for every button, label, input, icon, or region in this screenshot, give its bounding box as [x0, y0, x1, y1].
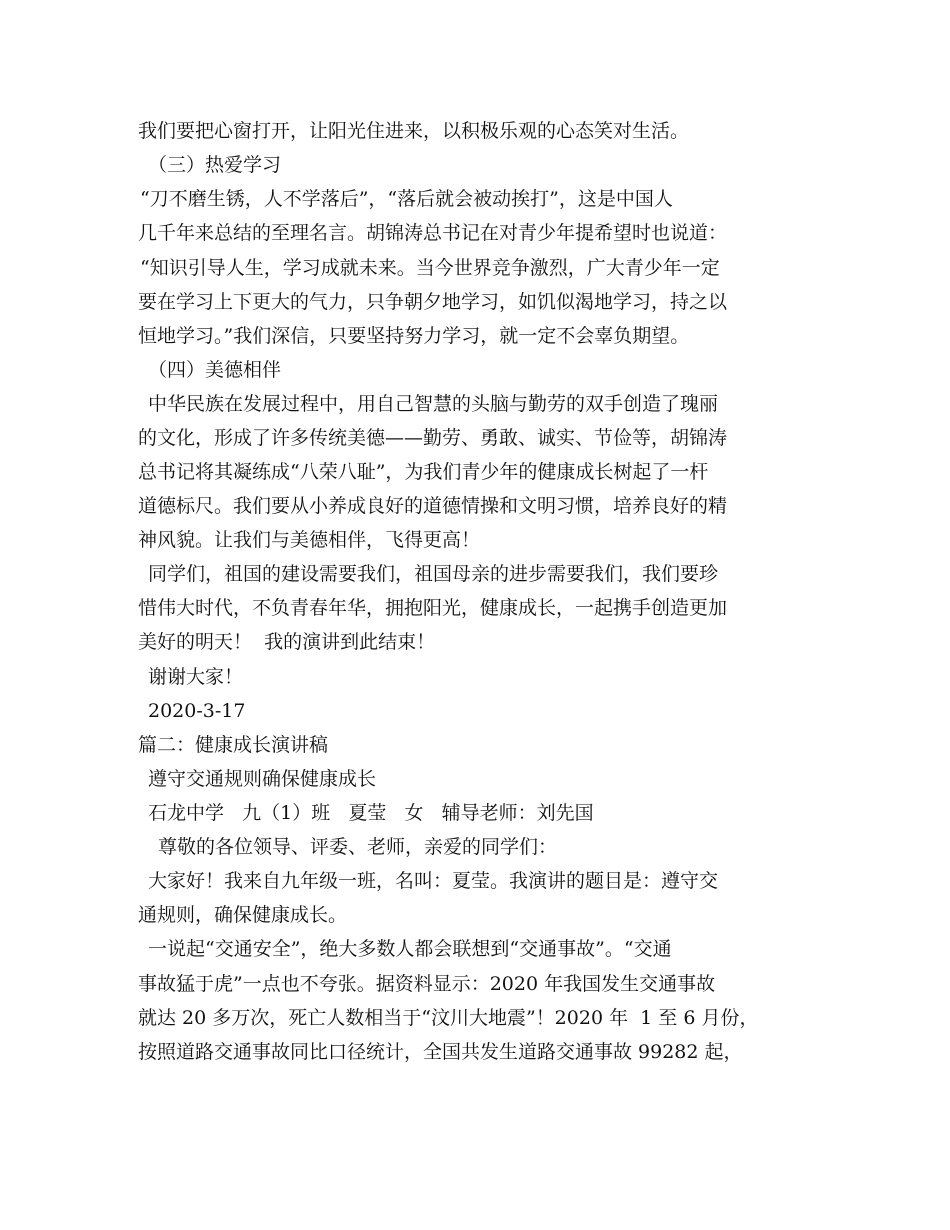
text-line: 要在学习上下更大的气力，只争朝夕地学习，如饥似渴地学习，持之以 — [138, 291, 728, 313]
text-line: “刀不磨生锈，人不学落后”，“落后就会被动挨打”，这是中国人 — [140, 188, 673, 210]
text-line: 事故猛于虎”一点也不夸张。据资料显示：2020 年我国发生交通事故 — [138, 973, 716, 995]
text-line: “知识引导人生，学习成就未来。当今世界竞争激烈，广大青少年一定 — [140, 257, 720, 279]
speaker-info: 石龙中学 九（1）班 夏莹 女 辅导老师：刘先国 — [148, 802, 594, 824]
text-line: 同学们，祖国的建设需要我们，祖国母亲的进步需要我们，我们要珍 — [148, 563, 719, 585]
text-line: 恒地学习。”我们深信，只要坚持努力学习，就一定不会辜负期望。 — [138, 325, 690, 347]
text-line: 几千年来总结的至理名言。胡锦涛总书记在对青少年提希望时也说道： — [138, 222, 728, 244]
text-line: 神风貌。让我们与美德相伴，飞得更高！ — [138, 529, 481, 551]
text-line: 惜伟大时代，不负青春年华，拥抱阳光，健康成长，一起携手创造更加 — [138, 597, 728, 619]
text-line: 总书记将其凝练成“八荣八耻”，为我们青少年的健康成长树起了一杆 — [138, 461, 709, 483]
section-heading: （四）美德相伴 — [148, 359, 282, 381]
speech-date: 2020-3-17 — [148, 700, 246, 722]
text-line: 我们要把心窗打开，让阳光住进来，以积极乐观的心态笑对生活。 — [138, 120, 690, 142]
salutation: 尊敬的各位领导、评委、老师，亲爱的同学们： — [158, 836, 558, 858]
section-heading: （三）热爱学习 — [148, 154, 282, 176]
text-line: 的文化，形成了许多传统美德——勤劳、勇敢、诚实、节俭等，胡锦涛 — [138, 427, 728, 449]
closing-thanks: 谢谢大家！ — [148, 666, 244, 688]
speech-title: 遵守交通规则确保健康成长 — [148, 768, 377, 790]
text-line: 美好的明天！ 我的演讲到此结束！ — [138, 631, 436, 653]
text-line: 一说起“交通安全”，绝大多数人都会联想到“交通事故”。“交通 — [148, 938, 672, 960]
text-line: 就达 20 多万次，死亡人数相当于“汶川大地震”！2020 年 1 至 6 月份， — [138, 1007, 759, 1029]
text-line: 大家好！我来自九年级一班，名叫：夏莹。我演讲的题目是：遵守交 — [148, 870, 719, 892]
part-title: 篇二：健康成长演讲稿 — [138, 734, 329, 756]
text-line: 道德标尺。我们要从小养成良好的道德情操和文明习惯，培养良好的精 — [138, 495, 728, 517]
text-line: 通规则，确保健康成长。 — [138, 904, 348, 926]
text-line: 按照道路交通事故同比口径统计，全国共发生道路交通事故 99282 起， — [138, 1041, 743, 1063]
text-line: 中华民族在发展过程中，用自己智慧的头脑与勤劳的双手创造了瑰丽 — [148, 393, 719, 415]
